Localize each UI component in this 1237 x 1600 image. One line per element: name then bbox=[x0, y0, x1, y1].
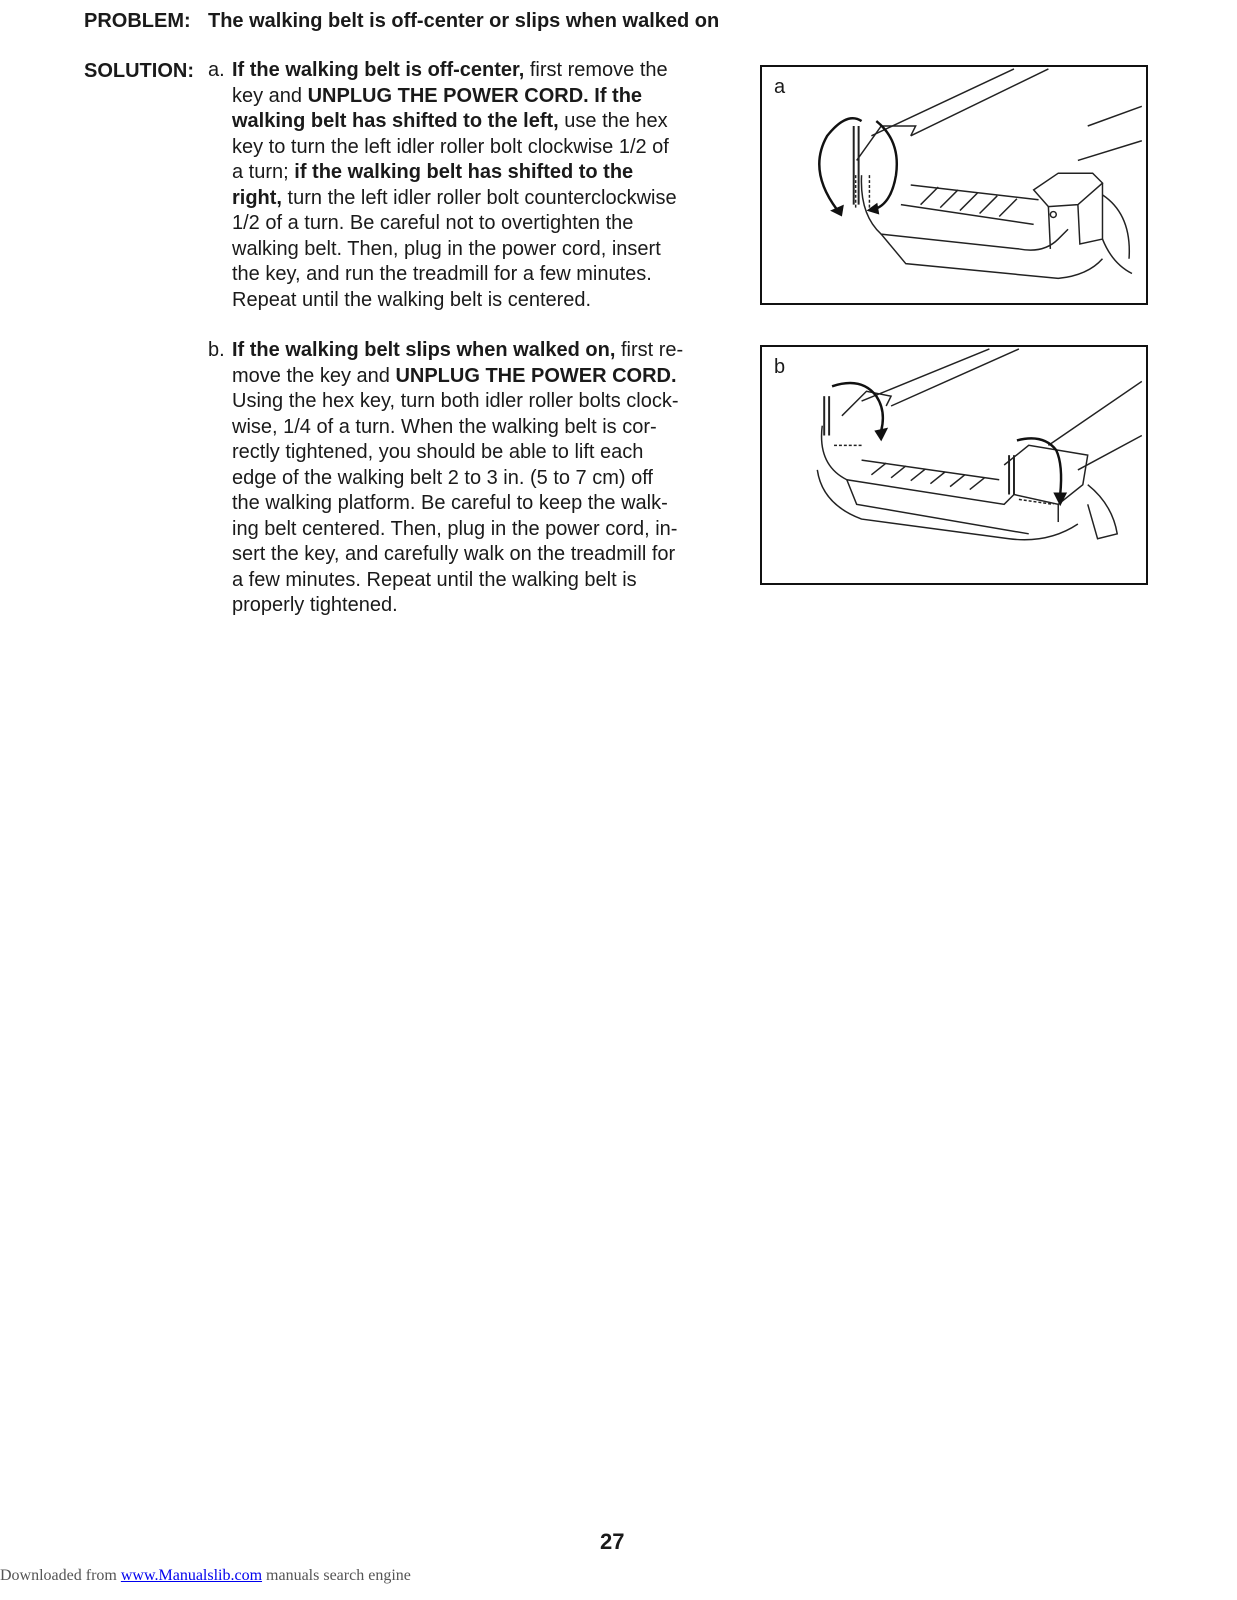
body-text: the key, and run the treadmill for a few minutes. bbox=[232, 263, 652, 285]
step-text-line bbox=[232, 135, 708, 161]
body-text: properly tightened. bbox=[232, 594, 398, 616]
step-text-line bbox=[232, 237, 708, 263]
body-text: walking belt. Then, plug in the power cord, insert bbox=[232, 237, 661, 260]
treadmill-illustration-a bbox=[762, 67, 1146, 303]
body-text: use the hex bbox=[558, 110, 668, 132]
emphasis-text: If the walking belt is off-center, bbox=[232, 59, 525, 81]
body-text: edge of the walking belt 2 to 3 in. (5 to 7 cm) off bbox=[232, 466, 653, 489]
solution-label: SOLUTION: bbox=[84, 60, 194, 82]
treadmill-illustration-b bbox=[762, 347, 1146, 583]
figure-label: a bbox=[774, 76, 786, 98]
footer-prefix: Downloaded from bbox=[0, 1567, 121, 1584]
step-body bbox=[232, 338, 708, 619]
body-text: first remove the bbox=[524, 59, 668, 81]
body-text: move the key and bbox=[232, 364, 396, 387]
body-text: Using the hex key, turn both idler roller bolts clock- bbox=[232, 390, 679, 412]
body-text: sert the key, and carefully walk on the treadmill for bbox=[232, 543, 676, 565]
step-text-line bbox=[232, 288, 708, 314]
body-text: key and bbox=[232, 84, 308, 107]
solution-step-b bbox=[208, 338, 708, 619]
body-text: Repeat until the walking belt is centered. bbox=[232, 288, 592, 311]
problem-label: PROBLEM: bbox=[84, 10, 191, 32]
problem-text: The walking belt is off-center or slips when walked on bbox=[208, 10, 720, 32]
figure-b bbox=[760, 345, 1148, 585]
step-marker: a. bbox=[208, 59, 225, 81]
step-text-line bbox=[232, 58, 708, 84]
step-text-line bbox=[232, 389, 708, 415]
solution-step-a bbox=[208, 58, 708, 313]
step-text-line bbox=[232, 160, 708, 186]
body-text: the walking platform. Be careful to keep the walk- bbox=[232, 492, 668, 514]
emphasis-text: UNPLUG THE POWER CORD. If the bbox=[307, 84, 643, 107]
step-text-line bbox=[232, 338, 708, 364]
emphasis-text: if the walking belt has shifted to the bbox=[294, 161, 634, 183]
body-text: a turn; bbox=[232, 161, 295, 183]
manualslib-link[interactable]: www.Manualslib.com bbox=[120, 1567, 263, 1584]
step-text-line bbox=[232, 440, 708, 466]
step-text-line bbox=[232, 466, 708, 492]
step-text-line bbox=[232, 491, 708, 517]
step-marker: b. bbox=[208, 339, 225, 361]
body-text: a few minutes. Repeat until the walking belt is bbox=[232, 568, 637, 591]
figure-a bbox=[760, 65, 1148, 305]
step-text-line bbox=[232, 186, 708, 212]
footer bbox=[0, 1567, 411, 1585]
step-text-line bbox=[232, 542, 708, 568]
body-text: ing belt centered. Then, plug in the power cord, in- bbox=[232, 517, 678, 540]
step-text-line bbox=[232, 364, 708, 390]
emphasis-text: UNPLUG THE POWER CORD. bbox=[395, 364, 677, 387]
body-text: wise, 1/4 of a turn. When the walking belt is cor- bbox=[232, 415, 657, 438]
body-text: turn the left idler roller bolt counterclockwise bbox=[282, 186, 677, 209]
body-text: key to turn the left idler roller bolt clockwise 1/2 of bbox=[232, 135, 669, 158]
body-text: rectly tightened, you should be able to lift each bbox=[232, 441, 644, 463]
emphasis-text: walking belt has shifted to the left, bbox=[232, 110, 559, 132]
body-text: first re- bbox=[615, 339, 684, 361]
step-text-line bbox=[232, 415, 708, 441]
step-text-line bbox=[232, 211, 708, 237]
step-text-line bbox=[232, 568, 708, 594]
emphasis-text: If the walking belt slips when walked on, bbox=[232, 339, 616, 361]
figure-label: b bbox=[774, 356, 786, 378]
body-text: 1/2 of a turn. Be careful not to overtighten the bbox=[232, 212, 634, 234]
step-text-line bbox=[232, 262, 708, 288]
step-text-line bbox=[232, 109, 708, 135]
problem-heading bbox=[84, 8, 719, 34]
page-number: 27 bbox=[600, 1529, 625, 1554]
step-text-line bbox=[232, 517, 708, 543]
step-text-line bbox=[232, 84, 708, 110]
emphasis-text: right, bbox=[232, 186, 282, 209]
footer-suffix: manuals search engine bbox=[262, 1567, 411, 1584]
step-body bbox=[232, 58, 708, 313]
step-text-line bbox=[232, 593, 708, 619]
